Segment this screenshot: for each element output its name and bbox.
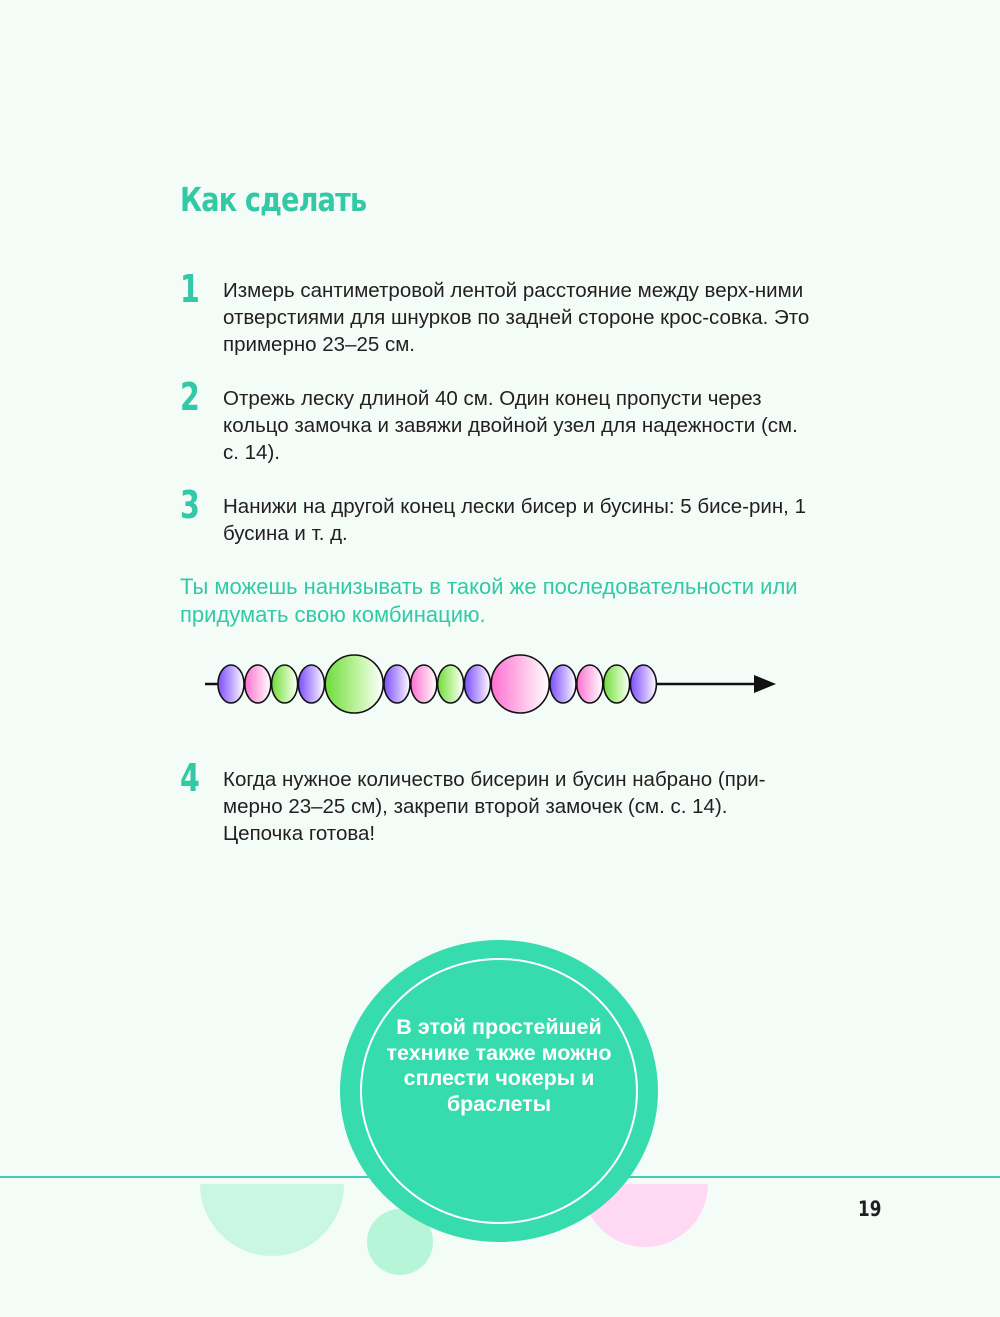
section-heading: Как сделать — [180, 180, 367, 219]
small-bead-violet — [298, 665, 324, 703]
small-bead-violet — [464, 665, 490, 703]
step-text: Отрежь леску длиной 40 см. Один конец пропусти через кольцо замочка и завяжи двойной узел для надежности (см. с. 14). — [223, 387, 798, 464]
small-bead-violet — [384, 665, 410, 703]
bead-sequence-illustration — [0, 640, 1000, 730]
beads-group — [218, 655, 656, 713]
small-bead-green — [438, 665, 464, 703]
large-bead-green — [325, 655, 383, 713]
tip-note: Ты можешь нанизывать в такой же последовательности или придумать свою комбинацию. — [180, 574, 798, 627]
step-number: 4 — [180, 756, 200, 800]
step-text: Измерь сантиметровой лентой расстояние между верх-ними отверстиями для шнурков по задней стороне крос-совка. Это примерно 23–25 см. — [223, 279, 810, 356]
small-bead-violet — [630, 665, 656, 703]
small-bead-pink — [577, 665, 603, 703]
small-bead-violet — [550, 665, 576, 703]
large-bead-pink — [491, 655, 549, 713]
small-bead-violet — [218, 665, 244, 703]
step-number: 1 — [180, 267, 200, 311]
arrow-head-icon — [754, 675, 776, 693]
page-number: 19 — [858, 1197, 882, 1221]
small-bead-green — [272, 665, 298, 703]
small-bead-pink — [411, 665, 437, 703]
small-bead-green — [604, 665, 630, 703]
step-text: Когда нужное количество бисерин и бусин набрано (при-мерно 23–25 см), закрепи второй замочек (см. с. 14). Цепочка готова! — [223, 768, 766, 845]
step-number: 3 — [180, 483, 200, 527]
callout-text: В этой простейшей технике также можно сплести чокеры и браслеты — [386, 1015, 612, 1116]
step-text: Нанижи на другой конец лески бисер и бусины: 5 бисе-рин, 1 бусина и т. д. — [223, 495, 806, 545]
small-bead-pink — [245, 665, 271, 703]
deco-circle-left — [200, 1184, 344, 1256]
step-number: 2 — [180, 375, 200, 419]
